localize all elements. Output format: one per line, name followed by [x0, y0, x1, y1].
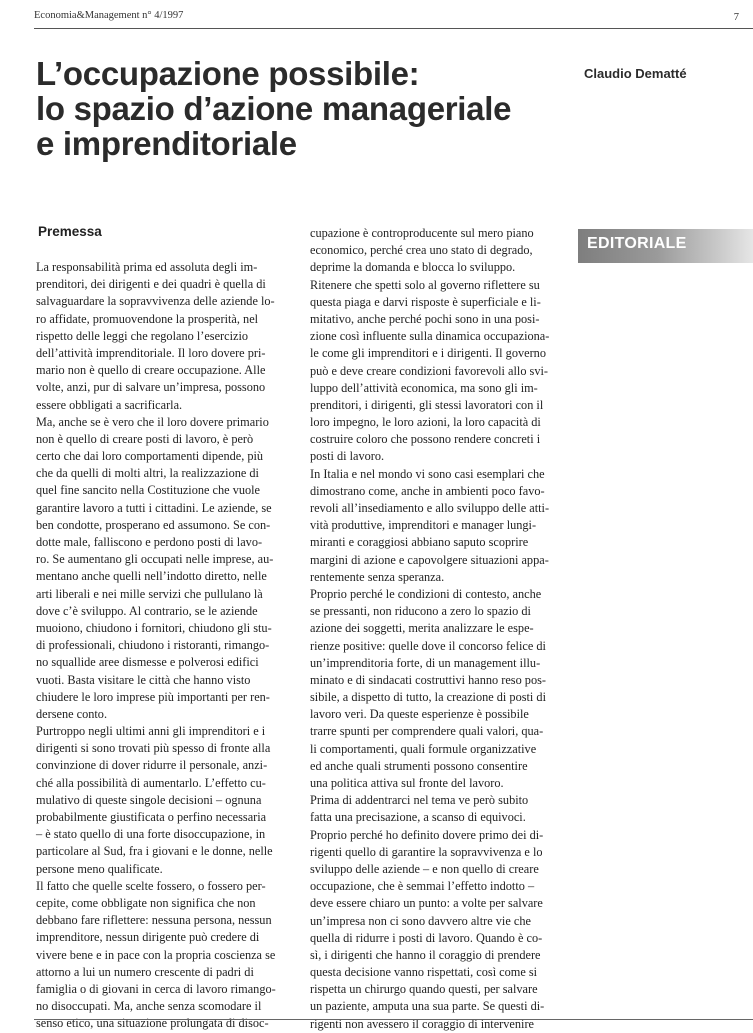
text-line: ché alla possibilità di aumentarlo. L’effetto cu-: [36, 775, 266, 790]
text-line: margini di azione e capovolgere situazioni appa-: [310, 552, 549, 567]
bottom-rule: [34, 1019, 753, 1020]
title-line: lo spazio d’azione manageriale: [36, 90, 512, 127]
text-line: trarre spunti per comprendere quali valori, qua-: [310, 724, 544, 739]
text-line: zione così influente sulla dinamica occupaziona-: [310, 329, 550, 344]
text-line: vità produttive, imprenditori e manager lungi-: [310, 518, 537, 533]
text-line: muoiono, chiudono i fornitori, chiudono gli stu-: [36, 620, 272, 635]
text-line: Ritenere che spetti solo al governo riflettere su: [310, 277, 540, 292]
text-line: un’impresa non ci sono davvero altre vie che: [310, 913, 531, 928]
text-line: cepite, come obbligate non significa che non: [36, 895, 256, 910]
text-line: dirigenti si sono trovati più spesso di fronte alla: [36, 741, 271, 756]
text-line: attorno a lui un numero crescente di padri di: [36, 964, 254, 979]
text-line: rigenti quello di garantire la sopravvivenza e lo: [310, 844, 543, 859]
text-line: dove c’è sviluppo. Al contrario, se le aziende: [36, 603, 258, 618]
text-line: Purtroppo negli ultimi anni gli imprenditori e i: [36, 724, 266, 739]
section-tag: [578, 229, 753, 263]
author-name: Claudio Dematté: [584, 66, 687, 81]
right-text-column: [310, 225, 568, 1033]
text-line: dotte male, falliscono e perdono posti di lavo-: [36, 535, 263, 549]
text-line: quella di ridurre i posti di lavoro. Quando è co-: [310, 930, 543, 945]
text-line: mulativo di queste singole decisioni – ognuna: [36, 792, 262, 807]
text-line: persone meno qualificate.: [36, 861, 163, 876]
text-line: quel fine sancito nella Costituzione che vuole: [36, 483, 261, 498]
text-line: miranti e coraggiosi abbiano saputo scoprire: [310, 535, 529, 550]
text-line: probabilmente giustificata o perfino necessaria: [36, 810, 267, 824]
text-line: fatta una precisazione, a scanso di equivoci.: [310, 810, 526, 825]
text-line: arti liberali e nei mille servizi che pullulano là: [36, 586, 263, 601]
article-title: [36, 56, 556, 161]
text-line: deve essere chiaro un punto: a volte per salvare: [310, 896, 543, 911]
text-line: – è stato quello di una forte disoccupazione, in: [36, 827, 266, 842]
journal-header: Economia&Management n° 4/1997: [34, 10, 184, 21]
text-line: di professionali, chiudono i ristoranti, rimango-: [36, 638, 270, 653]
text-line: senso etico, una situazione prolungata di disoc-: [36, 1016, 269, 1031]
text-line: debbano fare riflettere: nessuna persona, nessun: [36, 913, 272, 928]
text-line: ro. Se aumentano gli occupati nelle imprese, au-: [36, 552, 274, 567]
text-line: rienze positive: quelle dove il concorso felice di: [310, 638, 546, 653]
text-line: certo che dai loro comportamenti dipende, più: [36, 449, 264, 464]
text-line: costruire coloro che possono rendere concreti i: [310, 432, 541, 447]
text-line: imprenditore, nessun dirigente può credere di: [36, 930, 260, 945]
header-rule: [34, 28, 753, 29]
text-line: cupazione è controproducente sul mero piano: [310, 226, 534, 240]
text-line: se pressanti, non riducono a zero lo spazio di: [310, 604, 531, 619]
text-line: rispetta un chirurgo quando questi, per salvare: [310, 982, 538, 997]
text-line: occupazione, che è semmai l’effetto indotto –: [310, 879, 535, 894]
text-line: loro impegno, le loro azioni, la loro capacità di: [310, 415, 541, 430]
section-tag-label: EDITORIALE: [587, 235, 687, 252]
text-line: sibile, a dispetto di tutto, la creazione di posti di: [310, 690, 546, 705]
text-line: dimostrano come, anche in ambienti poco favo-: [310, 483, 545, 498]
text-line: convinzione di dover ridurre il personale, anzi-: [36, 758, 268, 773]
text-line: un’imprenditoria forte, di un management illu-: [310, 655, 541, 670]
text-line: può e deve creare condizioni favorevoli allo svi-: [310, 363, 548, 378]
text-line: no disoccupati. Ma, anche senza scomodare il: [36, 999, 262, 1014]
text-line: ed anche quali strumenti possono consentire: [310, 758, 528, 773]
text-line: le come gli imprenditori e i dirigenti. Il governo: [310, 346, 546, 361]
text-line: economico, perché crea uno stato di degrado,: [310, 243, 533, 258]
text-line: Prima di addentrarci nel tema ve però subito: [310, 793, 529, 808]
text-line: mentano anche quelli nell’indotto diretto, nelle: [36, 569, 267, 584]
text-line: vuoti. Basta visitare le città che hanno visto: [36, 672, 251, 687]
text-line: rentemente senza speranza.: [310, 569, 445, 584]
text-line: posti di lavoro.: [310, 449, 385, 464]
text-line: prenditori, i dirigenti, gli stessi lavoratori con il: [310, 397, 544, 412]
text-line: ben condotte, prosperano ed assumono. Se con-: [36, 517, 271, 532]
text-line: chiudere le loro imprese più importanti per ren-: [36, 689, 270, 704]
text-line: prenditori, dei dirigenti e dei quadri è quella di: [36, 277, 266, 292]
text-line: volte, anzi, pur di salvare un’impresa, possono: [36, 380, 266, 395]
title-line: L’occupazione possibile:: [36, 55, 420, 92]
text-line: essere obbligati a sacrificarla.: [36, 397, 183, 412]
text-line: sì, i dirigenti che hanno il coraggio di prendere: [310, 947, 541, 962]
text-line: questa piaga e darvi risposte è superficiale e li-: [310, 294, 541, 309]
text-line: Il fatto che quelle scelte fossero, o fossero per-: [36, 878, 266, 893]
text-line: azione dei soggetti, merita analizzare le espe-: [310, 621, 534, 636]
text-line: mario non è quello di creare occupazione. Alle: [36, 363, 266, 378]
text-line: sviluppo delle aziende – e non quello di creare: [310, 861, 539, 876]
text-line: rispetto delle leggi che regolano l’esercizio: [36, 328, 249, 343]
text-line: deprime la domanda e blocca lo sviluppo.: [310, 260, 516, 275]
text-line: dersene conto.: [36, 706, 108, 721]
text-line: li comportamenti, quali formule organizzative: [310, 741, 537, 756]
text-line: vivere bene e in pace con la propria coscienza se: [36, 947, 276, 962]
text-line: questa decisione vanno rispettati, così come si: [310, 965, 538, 980]
section-heading: Premessa: [38, 224, 102, 239]
text-line: revoli all’insediamento e allo sviluppo delle atti-: [310, 501, 550, 515]
text-line: non è quello di creare posti di lavoro, è però: [36, 431, 254, 446]
text-line: una politica attiva sul fronte del lavoro.: [310, 776, 504, 790]
text-line: famiglia o di giovani in cerca di lavoro rimango-: [36, 981, 276, 996]
title-line: e imprenditoriale: [36, 125, 297, 162]
text-line: In Italia e nel mondo vi sono casi esemplari che: [310, 466, 545, 481]
text-line: garantire lavoro a tutti i cittadini. Le aziende, se: [36, 500, 272, 515]
page-number: 7: [733, 12, 739, 23]
text-line: La responsabilità prima ed assoluta degli im-: [36, 260, 258, 274]
text-line: Ma, anche se è vero che il loro dovere primario: [36, 414, 269, 429]
text-line: lavoro veri. Da queste esperienze è possibile: [310, 707, 529, 722]
text-line: minato e di sindacati costruttivi hanno reso pos-: [310, 672, 546, 687]
text-line: che da quelli di molti altri, la realizzazione di: [36, 466, 259, 481]
text-line: no squallide aree dismesse e polverosi edifici: [36, 655, 259, 670]
text-line: ro affidate, promuovendone la prosperità, nel: [36, 311, 259, 326]
text-line: mitativo, anche perché pochi sono in una posi-: [310, 311, 540, 326]
text-line: particolare al Sud, fra i giovani e le donne, nelle: [36, 844, 273, 859]
text-line: dell’attività imprenditoriale. Il loro dovere pri-: [36, 345, 266, 360]
left-text-column: [36, 259, 294, 1032]
text-line: salvaguardare la sopravvivenza delle aziende lo-: [36, 294, 275, 309]
text-line: rigenti non avessero il coraggio di intervenire: [310, 1016, 535, 1031]
text-line: un paziente, amputa una sua parte. Se questi di-: [310, 999, 545, 1014]
text-line: Proprio perché ho definito dovere primo dei di-: [310, 827, 544, 842]
text-line: luppo dell’attività economica, ma sono gli im-: [310, 380, 538, 395]
text-line: Proprio perché le condizioni di contesto, anche: [310, 586, 542, 601]
